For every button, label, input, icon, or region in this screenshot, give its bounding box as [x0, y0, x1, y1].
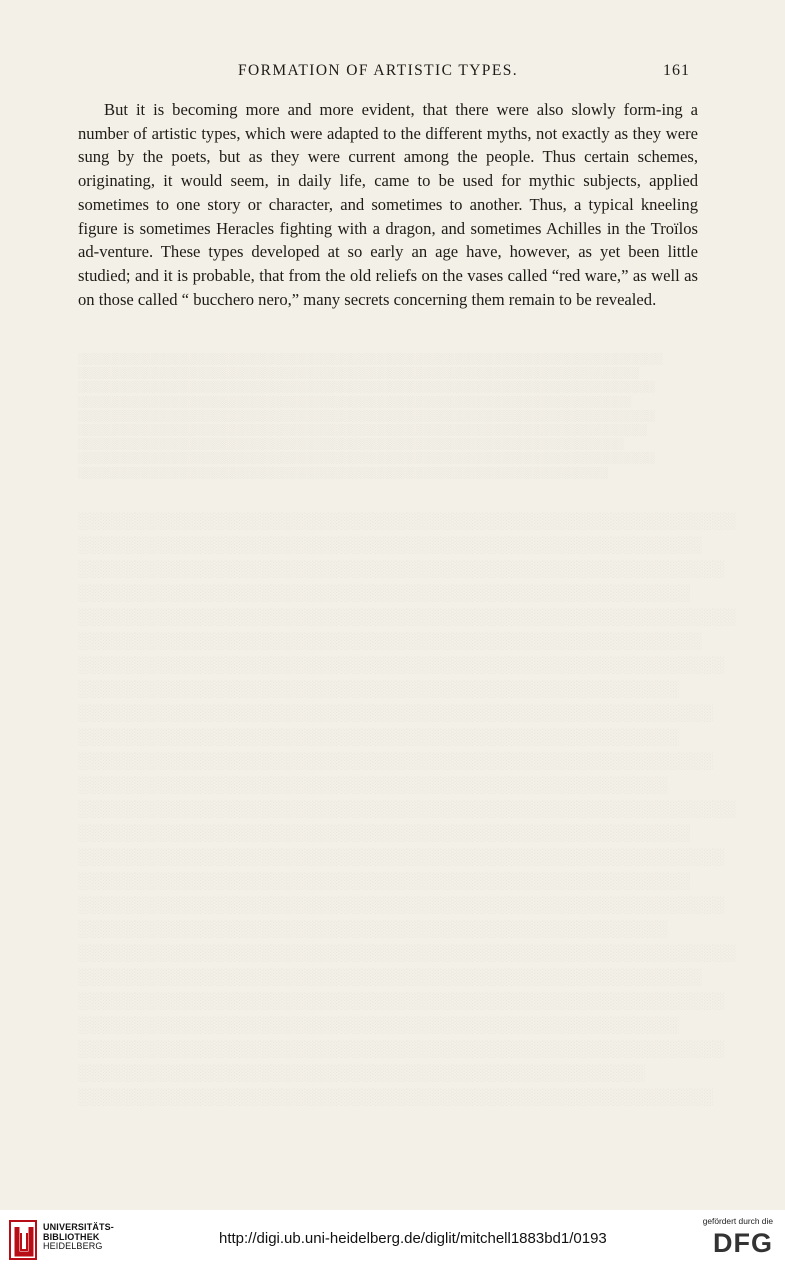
paragraph: But it is becoming more and more evident, that there were also slowly form-ing a number of artistic types, which were adapted to the different myths, not exactly as they were sung by the poets, but as they were current among the people. Thus certain schemes, originating, it would seem, in daily life, came to be used for mythic subjects, applied sometimes to one story or character, and sometimes to another. Thus, a typical kneeling figure is sometimes Heracles fighting with a dragon, and sometimes Achilles in the Troïlos ad-venture. These types developed at so early an age have, however, as yet been little studied; and it is probable, that from the old reliefs on the vases called “red ware,” as well as on those called “ bucchero nero,” many secrets concerning them remain to be revealed.: [78, 100, 698, 309]
digitization-footer: [0, 1210, 785, 1266]
digital-collection-url[interactable]: http://digi.ub.uni-heidelberg.de/diglit/mitchell1883bd1/0193: [219, 1230, 607, 1247]
page-number: 161: [663, 62, 690, 79]
bleed-through-text-small: ░░░░░░░░░░░░░░░░░░░░░░░░░░░░░░░░░░░░░░░░░░░░░░░░░░░░░░░░░░░░░░░░░░░░░░░░░░░ ░░░░░░░░░░░░░░░░░░░░░░░░░░░░░░░░░░░░░░░░░░░░░░░░░░░░░░░░░░░░░░░░░░░░░░░░ ░░░░░░░░░░░░░░░░░░░░░░░░░░░░░░░░░░░░░░░░░░░░░░░░░░░░░░░░░░░░░░░░░░░░░░░░░░ ░░░░░░░░░░░░░░░░░░░░░░░░░░░░░░░░░░░░░░░░░░░░░░░░░░░░░░░░░░░░░░░░░░░░░░░ ░░░░░░░░░░░░░░░░░░░░░░░░░░░░░░░░░░░░░░░░░░░░░░░░░░░░░░░░░░░░░░░░░░░░░░░░░░ ░░░░░░░░░░░░░░░░░░░░░░░░░░░░░░░░░░░░░░░░░░░░░░░░░░░░░░░░░░░░░░░░░░░░░░░░░ ░░░░░░░░░░░░░░░░░░░░░░░░░░░░░░░░░░░░░░░░░░░░░░░░░░░░░░░░░░░░░░░░░░░░░░ ░░░░░░░░░░░░░░░░░░░░░░░░░░░░░░░░░░░░░░░░░░░░░░░░░░░░░░░░░░░░░░░░░░░░░░░░░░ ░░░░░░░░░░░░░░░░░░░░░░░░░░░░░░░░░░░░░░░░░░░░░░░░░░░░░░░░░░░░░░░░░░░░: [78, 353, 663, 479]
running-head: [78, 62, 698, 86]
dfg-logo: DFG: [713, 1228, 773, 1258]
body-text: [78, 98, 698, 311]
bleed-through-text-large: ░░░░░░░░░░░░░░░░░░░░░░░░░░░░░░░░░░░░░░░░░░░░░░░░░░░░░░░░░░ ░░░░░░░░░░░░░░░░░░░░░░░░░░░░░░░░░░░░░░░░░░░░░░░░░░░░░░░ ░░░░░░░░░░░░░░░░░░░░░░░░░░░░░░░░░░░░░░░░░░░░░░░░░░░░░░░░░ ░░░░░░░░░░░░░░░░░░░░░░░░░░░░░░░░░░░░░░░░░░░░░░░░░░░░░░ ░░░░░░░░░░░░░░░░░░░░░░░░░░░░░░░░░░░░░░░░░░░░░░░░░░░░░░░░░░ ░░░░░░░░░░░░░░░░░░░░░░░░░░░░░░░░░░░░░░░░░░░░░░░░░░░░░░░ ░░░░░░░░░░░░░░░░░░░░░░░░░░░░░░░░░░░░░░░░░░░░░░░░░░░░░░░░░ ░░░░░░░░░░░░░░░░░░░░░░░░░░░░░░░░░░░░░░░░░░░░░░░░░░░░░ ░░░░░░░░░░░░░░░░░░░░░░░░░░░░░░░░░░░░░░░░░░░░░░░░░░░░░░░░ ░░░░░░░░░░░░░░░░░░░░░░░░░░░░░░░░░░░░░░░░░░░░░░░░░░░░░ ░░░░░░░░░░░░░░░░░░░░░░░░░░░░░░░░░░░░░░░░░░░░░░░░░░░░░░░░ ░░░░░░░░░░░░░░░░░░░░░░░░░░░░░░░░░░░░░░░░░░░░░░░░░░░░ ░░░░░░░░░░░░░░░░░░░░░░░░░░░░░░░░░░░░░░░░░░░░░░░░░░░░░░░░░░ ░░░░░░░░░░░░░░░░░░░░░░░░░░░░░░░░░░░░░░░░░░░░░░░░░░░░░░ ░░░░░░░░░░░░░░░░░░░░░░░░░░░░░░░░░░░░░░░░░░░░░░░░░░░░░░░░░ ░░░░░░░░░░░░░░░░░░░░░░░░░░░░░░░░░░░░░░░░░░░░░░░░░░░░░░ ░░░░░░░░░░░░░░░░░░░░░░░░░░░░░░░░░░░░░░░░░░░░░░░░░░░░░░░░░ ░░░░░░░░░░░░░░░░░░░░░░░░░░░░░░░░░░░░░░░░░░░░░░░░░░░░ ░░░░░░░░░░░░░░░░░░░░░░░░░░░░░░░░░░░░░░░░░░░░░░░░░░░░░░░░░░ ░░░░░░░░░░░░░░░░░░░░░░░░░░░░░░░░░░░░░░░░░░░░░░░░░░░░░░░ ░░░░░░░░░░░░░░░░░░░░░░░░░░░░░░░░░░░░░░░░░░░░░░░░░░░░░░░░░ ░░░░░░░░░░░░░░░░░░░░░░░░░░░░░░░░░░░░░░░░░░░░░░░░░░░░░ ░░░░░░░░░░░░░░░░░░░░░░░░░░░░░░░░░░░░░░░░░░░░░░░░░░░░░░░░░ ░░░░░░░░░░░░░░░░░░░░░░░░░░░░░░░░░░░░░░░░░░░░░░░░░░ ░░░░░░░░░░░░░░░░░░░░░░░░░░░░░░░░░░░░░░░░░░░░░░░░░░░░░░░░: [78, 513, 736, 1106]
library-name-line-1: UNIVERSITÄTS-: [43, 1222, 114, 1232]
funding-credit: [693, 1216, 773, 1259]
library-name: [43, 1223, 114, 1252]
funding-label: gefördert durch die: [702, 1216, 773, 1226]
library-name-line-3: HEIDELBERG: [43, 1241, 103, 1251]
library-name-line-2: BIBLIOTHEK: [43, 1231, 100, 1242]
heidelberg-library-logo-icon: [8, 1219, 39, 1262]
running-title: FORMATION OF ARTISTIC TYPES.: [238, 62, 518, 79]
